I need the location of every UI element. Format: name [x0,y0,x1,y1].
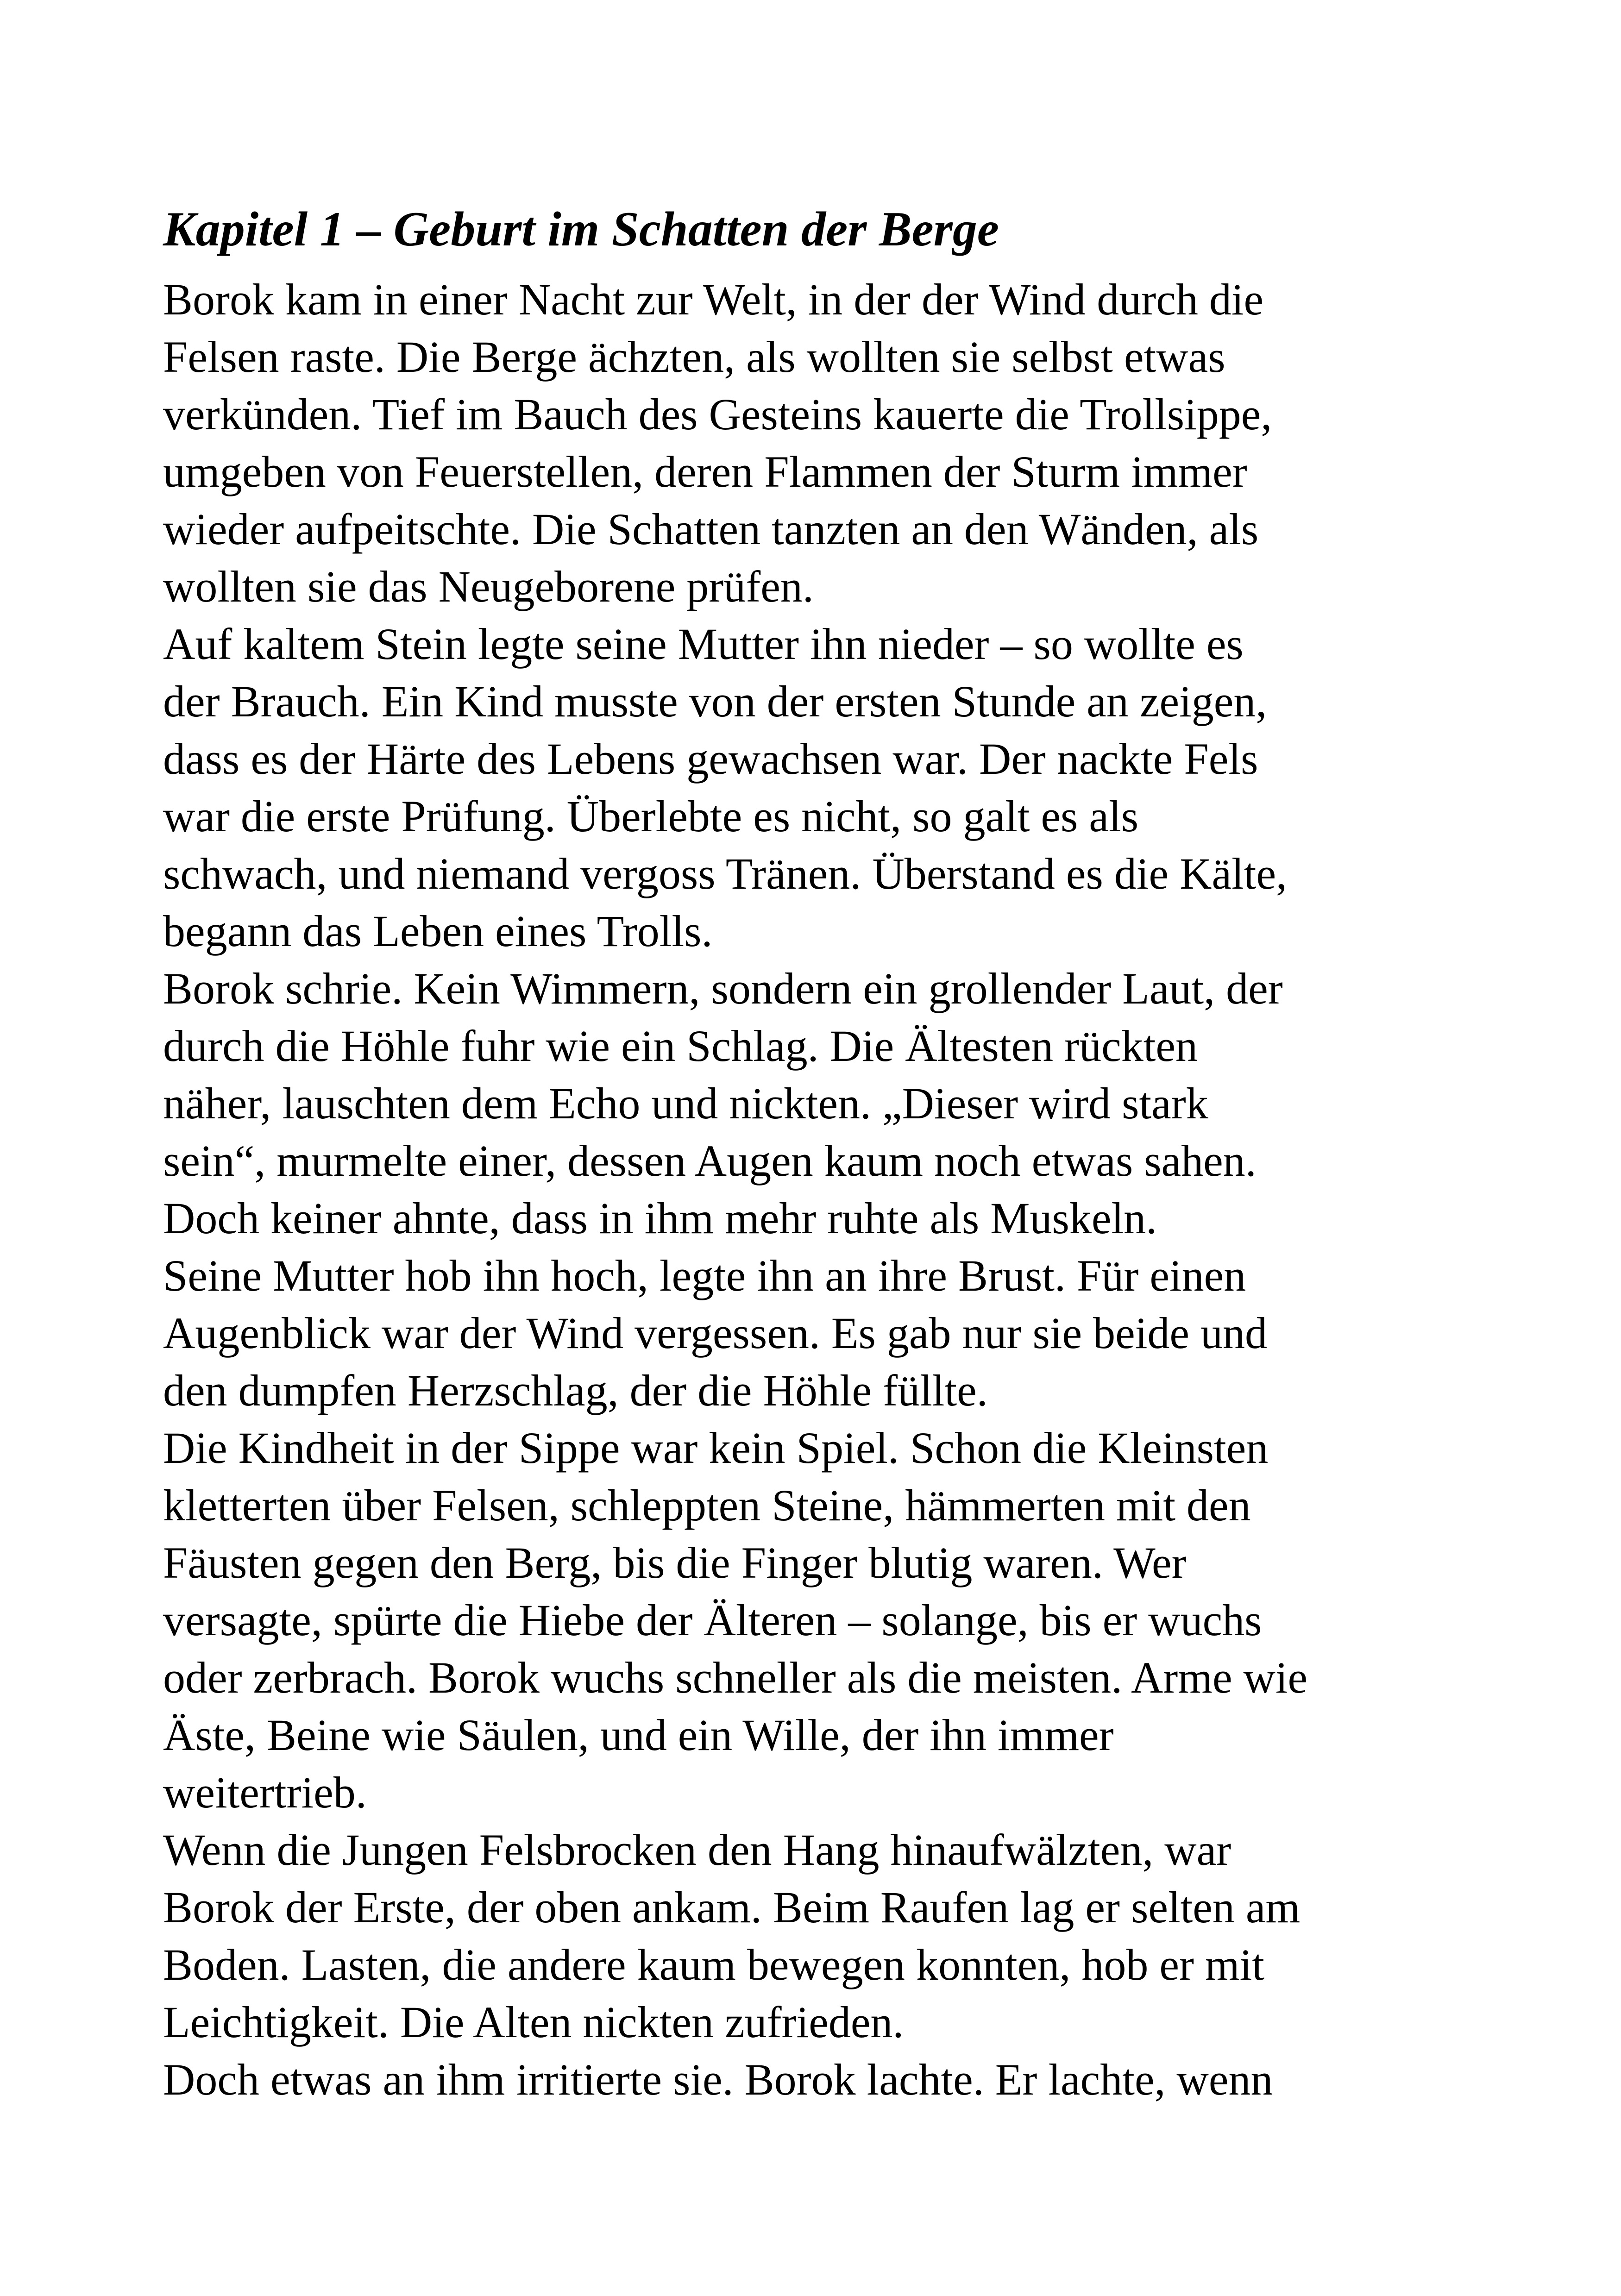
text-line: wieder aufpeitschte. Die Schatten tanzten an den Wänden, als [163,504,1259,554]
text-line: umgeben von Feuerstellen, deren Flammen der Sturm immer [163,447,1247,496]
text-line: begann das Leben eines Trolls. [163,906,713,956]
text-line: Doch keiner ahnte, dass in ihm mehr ruhte als Muskeln. [163,1193,1157,1243]
text-line: Doch etwas an ihm irritierte sie. Borok lachte. Er lachte, wenn [163,2055,1273,2104]
text-line: schwach, und niemand vergoss Tränen. Überstand es die Kälte, [163,849,1288,898]
page-content [163,192,1506,2108]
text-line: Leichtigkeit. Die Alten nickten zufrieden. [163,1997,904,2047]
text-line: näher, lauschten dem Echo und nickten. „Dieser wird stark [163,1079,1208,1128]
text-line: weitertrieb. [163,1768,367,1817]
text-line: Borok der Erste, der oben ankam. Beim Raufen lag er selten am [163,1882,1301,1932]
text-line: oder zerbrach. Borok wuchs schneller als die meisten. Arme wie [163,1653,1308,1702]
chapter-title: Kapitel 1 – Geburt im Schatten der Berge [163,202,999,256]
text-line: versagte, spürte die Hiebe der Älteren – solange, bis er wuchs [163,1595,1262,1645]
text-line: Wenn die Jungen Felsbrocken den Hang hinaufwälzten, war [163,1825,1231,1875]
text-line: Felsen raste. Die Berge ächzten, als wollten sie selbst etwas [163,332,1225,382]
text-line: Borok schrie. Kein Wimmern, sondern ein grollender Laut, der [163,964,1283,1013]
text-line: Augenblick war der Wind vergessen. Es gab nur sie beide und [163,1308,1267,1358]
text-line: Fäusten gegen den Berg, bis die Finger blutig waren. Wer [163,1538,1187,1587]
text-line: der Brauch. Ein Kind musste von der ersten Stunde an zeigen, [163,677,1267,726]
text-line: Boden. Lasten, die andere kaum bewegen konnten, hob er mit [163,1940,1264,1989]
text-line: kletterten über Felsen, schleppten Steine, hämmerten mit den [163,1480,1251,1530]
text-line: wollten sie das Neugeborene prüfen. [163,562,814,611]
text-line: durch die Höhle fuhr wie ein Schlag. Die Ältesten rückten [163,1021,1198,1071]
text-line: verkünden. Tief im Bauch des Gesteins kauerte die Trollsippe, [163,389,1272,439]
text-line: Auf kaltem Stein legte seine Mutter ihn nieder – so wollte es [163,619,1244,669]
text-line: Äste, Beine wie Säulen, und ein Wille, der ihn immer [163,1710,1114,1760]
text-line: sein“, murmelte einer, dessen Augen kaum noch etwas sahen. [163,1136,1257,1186]
text-line: Seine Mutter hob ihn hoch, legte ihn an ihre Brust. Für einen [163,1251,1246,1300]
text-line: war die erste Prüfung. Überlebte es nicht, so galt es als [163,791,1139,841]
text-line: den dumpfen Herzschlag, der die Höhle füllte. [163,1366,988,1415]
text-line: Die Kindheit in der Sippe war kein Spiel. Schon die Kleinsten [163,1423,1269,1473]
text-line: Borok kam in einer Nacht zur Welt, in der der Wind durch die [163,275,1264,324]
chapter-body [163,271,1506,2108]
text-line: dass es der Härte des Lebens gewachsen war. Der nackte Fels [163,734,1258,784]
